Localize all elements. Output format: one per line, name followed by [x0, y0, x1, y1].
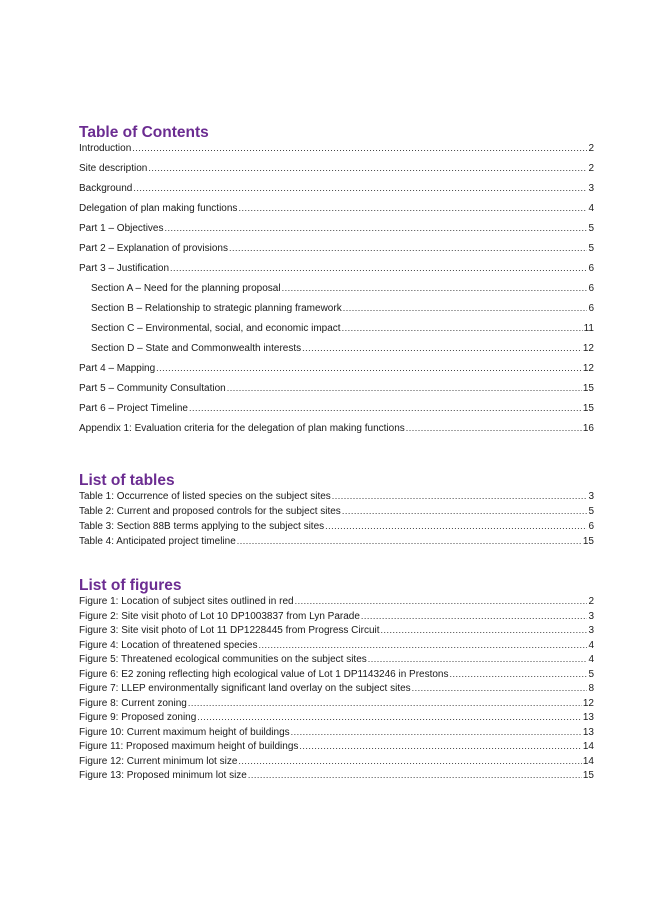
- entry-page-number: 6: [588, 263, 594, 274]
- entry-page-number: 4: [588, 654, 594, 665]
- toc-entry[interactable]: [79, 653, 594, 665]
- toc-entry[interactable]: [79, 162, 594, 174]
- entry-page-number: 2: [588, 143, 594, 154]
- entry-page-number: 6: [588, 283, 594, 294]
- toc-entry[interactable]: [79, 726, 594, 738]
- entry-page-number: 12: [582, 363, 594, 374]
- entry-label: Figure 1: Location of subject sites outlined in red: [79, 596, 294, 607]
- entry-label: Introduction: [79, 143, 132, 154]
- entry-page-number: 2: [588, 596, 594, 607]
- toc-heading: Table of Contents: [79, 124, 209, 141]
- dot-leader: [282, 282, 588, 294]
- entry-label: Part 6 – Project Timeline: [79, 403, 188, 414]
- dot-leader: [381, 624, 588, 636]
- entry-page-number: 15: [582, 536, 594, 547]
- list-of-tables-heading: List of tables: [79, 472, 175, 489]
- toc-entry[interactable]: [79, 668, 594, 680]
- entry-page-number: 12: [582, 343, 594, 354]
- toc-entry[interactable]: [79, 595, 594, 607]
- dot-leader: [248, 769, 582, 781]
- entry-page-number: 15: [582, 770, 594, 781]
- toc-entry[interactable]: [79, 242, 594, 254]
- toc-entry[interactable]: [79, 711, 594, 723]
- entry-page-number: 3: [588, 625, 594, 636]
- dot-leader: [258, 639, 587, 651]
- entry-label: Table 2: Current and proposed controls for the subject sites: [79, 506, 341, 517]
- entry-page-number: 11: [583, 323, 594, 334]
- entry-label: Site description: [79, 163, 148, 174]
- toc-entry[interactable]: [79, 520, 594, 532]
- dot-leader: [342, 322, 583, 334]
- entry-page-number: 14: [582, 741, 594, 752]
- entry-page-number: 12: [582, 697, 594, 709]
- dot-leader: [450, 668, 588, 680]
- toc-entry[interactable]: [79, 142, 594, 154]
- toc-entry[interactable]: [79, 740, 594, 752]
- entry-page-number: 5: [588, 506, 594, 517]
- entry-page-number: 3: [588, 610, 594, 622]
- dot-leader: [188, 697, 582, 709]
- entry-label: Table 3: Section 88B terms applying to the subject sites: [79, 521, 325, 532]
- toc-entry[interactable]: [79, 302, 594, 314]
- toc-entry[interactable]: [79, 535, 594, 547]
- dot-leader: [299, 740, 582, 752]
- toc-entry[interactable]: [79, 505, 594, 517]
- dot-leader: [332, 490, 588, 502]
- entry-label: Background: [79, 183, 133, 194]
- dot-leader: [361, 610, 588, 622]
- list-of-figures-heading: List of figures: [79, 577, 182, 594]
- entry-label: Figure 11: Proposed maximum height of buildings: [79, 741, 299, 752]
- toc-entry[interactable]: [79, 624, 594, 636]
- entry-label: Figure 2: Site visit photo of Lot 10 DP1003837 from Lyn Parade: [79, 610, 360, 622]
- dot-leader: [170, 262, 587, 274]
- entry-label: Section A – Need for the planning proposal: [91, 283, 281, 294]
- entry-label: Figure 3: Site visit photo of Lot 11 DP1228445 from Progress Circuit: [79, 625, 380, 636]
- entry-page-number: 3: [588, 183, 594, 194]
- dot-leader: [325, 520, 587, 532]
- toc-entry[interactable]: [79, 402, 594, 414]
- dot-leader: [229, 242, 587, 254]
- entry-label: Part 4 – Mapping: [79, 363, 156, 374]
- dot-leader: [132, 142, 587, 154]
- entry-label: Section C – Environmental, social, and economic impact: [91, 323, 341, 334]
- entry-label: Part 1 – Objectives: [79, 223, 164, 234]
- dot-leader: [133, 182, 587, 194]
- entry-label: Figure 10: Current maximum height of buildings: [79, 726, 290, 738]
- entry-label: Section B – Relationship to strategic planning framework: [91, 303, 342, 314]
- entry-page-number: 4: [588, 639, 594, 651]
- dot-leader: [412, 682, 588, 694]
- entry-page-number: 13: [582, 726, 594, 738]
- entry-label: Figure 7: LLEP environmentally significant land overlay on the subject sites: [79, 683, 411, 694]
- entry-page-number: 16: [582, 423, 594, 434]
- entry-page-number: 4: [588, 203, 594, 214]
- dot-leader: [342, 505, 588, 517]
- dot-leader: [148, 162, 587, 174]
- dot-leader: [295, 595, 588, 607]
- toc-entry[interactable]: [79, 755, 594, 767]
- entry-label: Part 2 – Explanation of provisions: [79, 243, 228, 254]
- entry-page-number: 14: [582, 755, 594, 767]
- entry-page-number: 6: [588, 521, 594, 532]
- entry-label: Part 3 – Justification: [79, 263, 170, 274]
- toc-entry[interactable]: [79, 182, 594, 194]
- toc-entry[interactable]: [79, 682, 594, 694]
- entry-page-number: 5: [588, 223, 594, 234]
- dot-leader: [156, 362, 582, 374]
- entry-label: Figure 12: Current minimum lot size: [79, 755, 238, 767]
- entry-page-number: 15: [582, 383, 594, 394]
- dot-leader: [237, 535, 582, 547]
- dot-leader: [343, 302, 588, 314]
- entry-page-number: 15: [582, 403, 594, 414]
- dot-leader: [227, 382, 582, 394]
- list-of-tables: [79, 490, 594, 550]
- entry-label: Figure 4: Location of threatened species: [79, 639, 258, 651]
- dot-leader: [302, 342, 582, 354]
- toc-list: [79, 142, 594, 442]
- entry-page-number: 5: [588, 243, 594, 254]
- entry-label: Table 1: Occurrence of listed species on the subject sites: [79, 491, 331, 502]
- dot-leader: [197, 711, 582, 723]
- entry-label: Section D – State and Commonwealth interests: [91, 343, 302, 354]
- toc-entry[interactable]: [79, 422, 594, 434]
- entry-label: Figure 5: Threatened ecological communities on the subject sites: [79, 654, 367, 665]
- entry-page-number: 3: [588, 491, 594, 502]
- toc-entry[interactable]: [79, 490, 594, 502]
- dot-leader: [368, 653, 588, 665]
- dot-leader: [291, 726, 582, 738]
- toc-entry[interactable]: [79, 362, 594, 374]
- toc-entry[interactable]: [79, 697, 594, 709]
- entry-label: Figure 6: E2 zoning reflecting high ecological value of Lot 1 DP1143246 in Prestons: [79, 668, 449, 680]
- dot-leader: [238, 755, 581, 767]
- entry-page-number: 6: [588, 303, 594, 314]
- entry-page-number: 8: [588, 683, 594, 694]
- entry-page-number: 2: [588, 163, 594, 174]
- entry-label: Part 5 – Community Consultation: [79, 383, 226, 394]
- toc-entry[interactable]: [79, 610, 594, 622]
- toc-entry[interactable]: [79, 262, 594, 274]
- toc-entry[interactable]: [79, 202, 594, 214]
- entry-label: Table 4: Anticipated project timeline: [79, 536, 236, 547]
- entry-page-number: 5: [588, 668, 594, 680]
- dot-leader: [406, 422, 582, 434]
- toc-entry[interactable]: [79, 222, 594, 234]
- toc-entry[interactable]: [79, 639, 594, 651]
- toc-entry[interactable]: [79, 382, 594, 394]
- entry-label: Figure 8: Current zoning: [79, 697, 187, 709]
- toc-entry[interactable]: [79, 322, 594, 334]
- entry-label: Appendix 1: Evaluation criteria for the delegation of plan making functions: [79, 423, 405, 434]
- entry-label: Delegation of plan making functions: [79, 203, 238, 214]
- dot-leader: [238, 202, 587, 214]
- entry-label: Figure 9: Proposed zoning: [79, 712, 197, 723]
- entry-label: Figure 13: Proposed minimum lot size: [79, 770, 247, 781]
- toc-entry[interactable]: [79, 769, 594, 781]
- list-of-figures: [79, 595, 594, 784]
- toc-entry[interactable]: [79, 282, 594, 294]
- entry-page-number: 13: [582, 712, 594, 723]
- dot-leader: [189, 402, 582, 414]
- toc-entry[interactable]: [79, 342, 594, 354]
- dot-leader: [164, 222, 587, 234]
